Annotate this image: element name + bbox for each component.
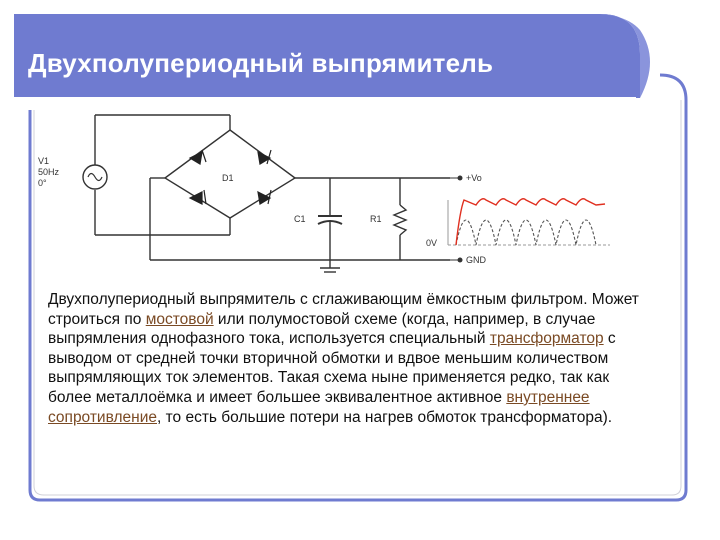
- link-internal-resistance[interactable]: внутреннее сопротивление: [48, 388, 590, 426]
- rectifier-circuit-diagram: [30, 100, 620, 285]
- source-label-1: V1: [38, 156, 50, 166]
- bridge-label: D1: [222, 173, 234, 183]
- body-text-part-4: , то есть большие потери на нагрев обмоток трансформатора).: [156, 408, 613, 426]
- ac-source: [83, 165, 107, 189]
- body-text-part-3: с выводом от средней точки вторичной обмотки и вдвое меньшим количеством выпрямляющих ток элементов. Такая схема ныне применяется редко, так как более металлоёмка и имеет большее эквивалентное активное: [48, 330, 616, 406]
- link-transformer[interactable]: трансформатор: [489, 330, 604, 348]
- gnd-label: GND: [466, 255, 486, 265]
- body-text-part-1: Двухполупериодный выпрямитель с сглаживающим ёмкостным фильтром. Может строиться по: [48, 291, 639, 328]
- res-label: R1: [370, 214, 382, 224]
- source-label-2: 50Hz: [38, 167, 60, 177]
- link-bridge[interactable]: мостовой: [145, 310, 214, 328]
- cap-label: C1: [294, 214, 306, 224]
- diode-1: [190, 152, 202, 164]
- slide-body-text: [48, 290, 648, 427]
- source-label-3: 0°: [38, 178, 47, 188]
- body-text-part-2: или полумостовой схеме (когда, например, в случае выпрямления однофазного тока, используется специальный: [48, 310, 596, 348]
- zero-label: 0V: [426, 238, 438, 248]
- output-waveform: [448, 199, 610, 245]
- slide-title: Двухполупериодный выпрямитель: [28, 48, 494, 78]
- vo-label: +Vo: [466, 173, 482, 183]
